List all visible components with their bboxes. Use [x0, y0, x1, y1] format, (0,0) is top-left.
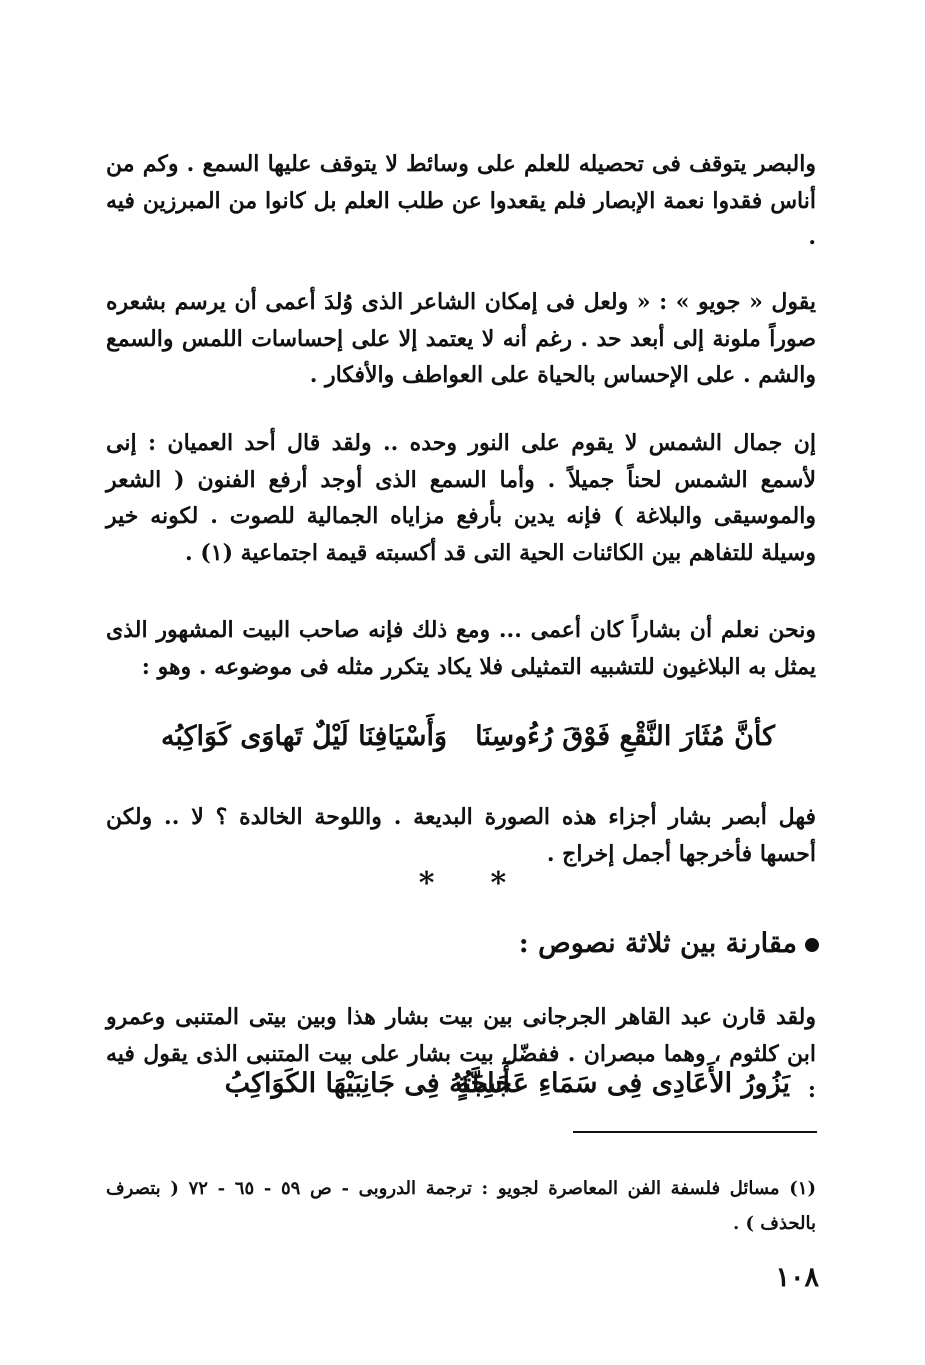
- verse-bashar-first-hemistich: كأنَّ مُثَارَ النَّقْعِ فَوْقَ رُءُوسِنَا: [475, 721, 775, 752]
- paragraph-beauty-of-sun-text: إن جمال الشمس لا يقوم على النور وحده .. ولقد قال أحد العميان : إنى لأسمع الشمس لحناً جميلاً . وأما السمع الذى أوجد أرفع الفنون ( الشعر والموسيقى والبلاغة ) فإنه يدين بأرفع مزاياه الجمالية للصوت . لكونه خير وسيلة للتفاهم بين الكائنات الحية التى قد أكسبته قيمة اجتماعية: [106, 430, 817, 566]
- paragraph-did-bashar-see: فهل أبصر بشار أجزاء هذه الصورة البديعة . واللوحة الخالدة ؟ لا .. ولكن أحسها فأخرجها أجمل إخراج .: [106, 804, 816, 867]
- separator-star: *: [418, 866, 435, 901]
- separator-star: *: [490, 866, 507, 901]
- section-heading: [519, 924, 819, 964]
- section-heading-text: مقارنة بين ثلاثة نصوص :: [518, 928, 797, 959]
- section-separator: [0, 866, 925, 901]
- bullet-icon: [805, 938, 819, 952]
- footnote: (١) مسائل فلسفة الفن المعاصرة لجويو : ترجمة الدروبى - ص ٥٩ - ٦٥ - ٧٢ ( بتصرف بالحذف ) .: [106, 1178, 816, 1234]
- footnote-divider: [573, 1131, 817, 1133]
- paragraph-sight-and-hearing: والبصر يتوقف فى تحصيله للعلم على وسائط لا يتوقف عليها السمع . وكم من أناس فقدوا نعمة الإبصار فلم يقعدوا عن طلب العلم بل كانوا من المبرزين فيه .: [106, 151, 816, 250]
- page-number: ١٠٨: [775, 1262, 819, 1293]
- verse-bashar-second-hemistich: وَأَسْيَافِنَا لَيْلٌ تَهاوَى كَوَاكِبُه: [161, 721, 447, 752]
- paragraph-bashar-blind: ونحن نعلم أن بشاراً كان أعمى ... ومع ذلك فإنه صاحب البيت المشهور الذى يمثل به البلاغيون للتشبيه التمثيلى فلا يكاد يتكرر مثله فى موضوعه . وهو :: [106, 617, 816, 680]
- paragraph-beauty-of-sun: [106, 425, 816, 571]
- footnote-reference: (١) .: [185, 539, 241, 566]
- paragraph-jurjani-comparison: ولقد قارن عبد القاهر الجرجانى بين بيت بشار هذا وبين بيتى المتنبى وعمرو ابن كلثوم ، وهما مبصران . ففضّل بيت بشار على بيت المتنبى الذى يقول فيه :: [106, 1004, 816, 1103]
- verse-mutanabbi-first-hemistich: يَزُورُ الأَعَادِى فِى سَمَاءِ عَجَاجَةٍ: [456, 1068, 790, 1099]
- verse-mutanabbi-second-hemistich: أَسِنَّتُهُ فِى جَانِبَيْهَا الكَوَاكِبُ: [224, 1068, 510, 1099]
- paragraph-guyau-quote: يقول « جويو » : « ولعل فى إمكان الشاعر الذى وُلدَ أعمى أن يرسم بشعره صوراً ملونة إلى أبعد حد . رغم أنه لا يعتمد إلا على إحساسات اللمس والسمع والشم . على الإحساس بالحياة على العواطف والأفكار .: [106, 289, 816, 388]
